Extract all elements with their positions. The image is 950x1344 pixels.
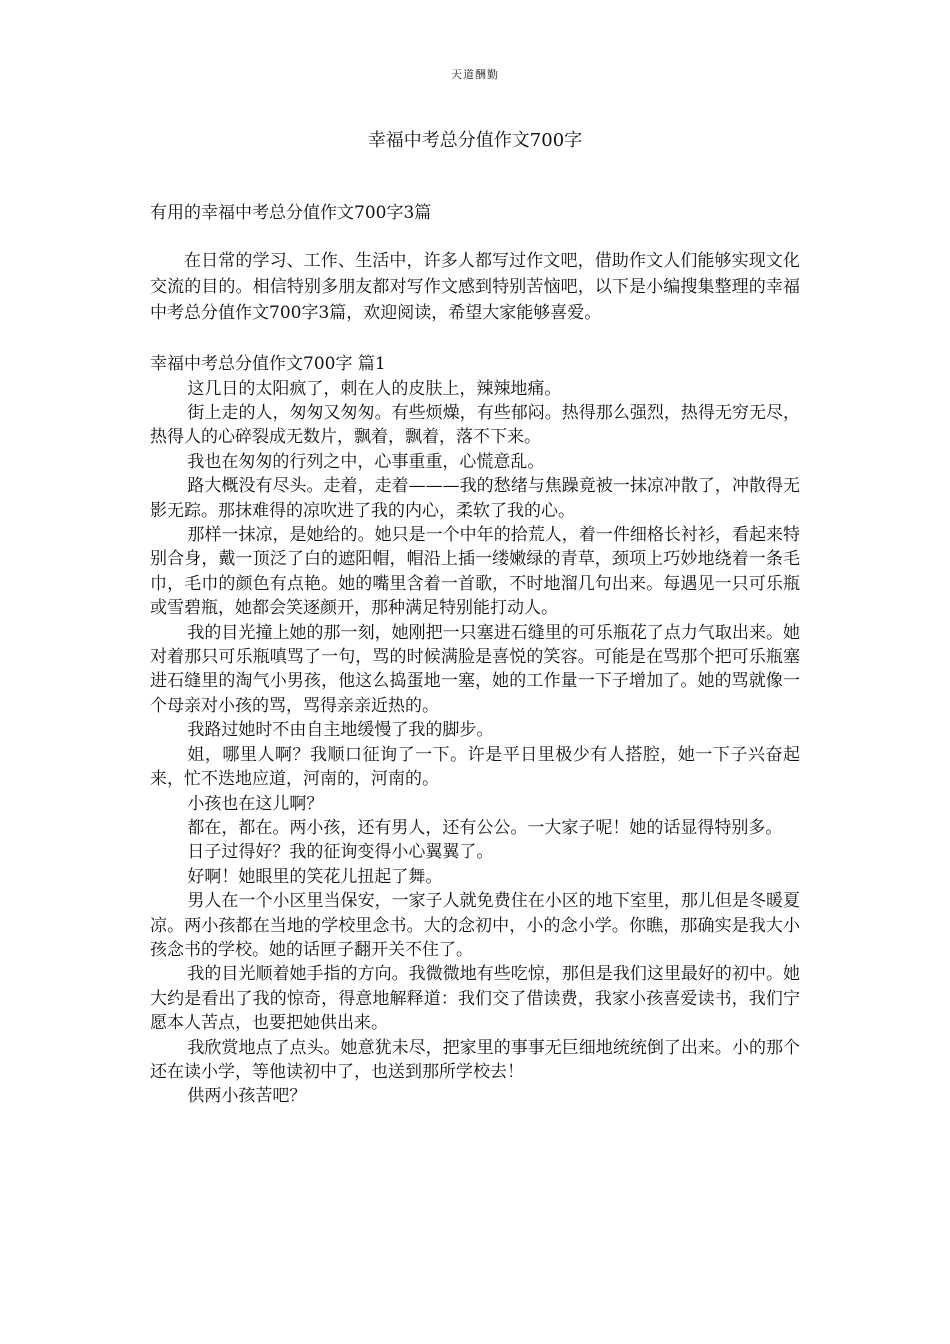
body-paragraph: 男人在一个小区里当保安，一家子人就免费住在小区的地下室里，那儿但是冬暖夏凉。两小孩都在当地的学校里念书。大的念初中，小的念小学。你瞧，那确实是我大小孩念书的学校。她的话匣子翻开关不住了。 (150, 891, 800, 960)
body-paragraph: 街上走的人，匆匆又匆匆。有些烦燥，有些郁闷。热得那么强烈，热得无穷无尽，热得人的心碎裂成无数片，飘着，飘着，落不下来。 (150, 403, 800, 448)
body-paragraph: 路大概没有尽头。走着，走着———我的愁绪与焦躁竟被一抹凉冲散了，冲散得无影无踪。那抹难得的凉吹进了我的内心，柔软了我的心。 (150, 476, 800, 521)
body-paragraph: 我也在匆匆的行列之中，心事重重，心慌意乱。 (187, 451, 545, 472)
body-paragraph: 我欣赏地点了点头。她意犹未尽，把家里的事事无巨细地统统倒了出来。小的那个还在读小学，等他读初中了，也送到那所学校去！ (150, 1037, 800, 1082)
body-paragraph: 我的目光撞上她的那一刻，她刚把一只塞进石缝里的可乐瓶花了点力气取出来。她对着那只可乐瓶嗔骂了一句，骂的时候满脸是喜悦的笑容。可能是在骂那个把可乐瓶塞进石缝里的淘气小男孩，他这么捣蛋地一塞，她的工作量一下子增加了。她的骂就像一个母亲对小孩的骂，骂得亲亲近热的。 (150, 622, 800, 716)
body-paragraph: 小孩也在这儿啊？ (187, 793, 324, 814)
body-paragraph: 这几日的太阳疯了，刺在人的皮肤上，辣辣地痛。 (187, 378, 562, 399)
intro-paragraph: 在日常的学习、工作、生活中，许多人都写过作文吧，借助作文人们能够实现文化交流的目的。相信特别多朋友都对写作文感到特别苦恼吧，以下是小编搜集整理的幸福中考总分值作文700字3篇，欢迎阅读，希望大家能够喜爱。 (150, 251, 800, 324)
body-paragraph: 日子过得好？我的征询变得小心翼翼了。 (187, 842, 494, 863)
body-paragraph: 那样一抹凉，是她给的。她只是一个中年的拾荒人，着一件细格长衬衫，看起来特别合身，戴一顶泛了白的遮阳帽，帽沿上插一缕嫩绿的青草，颈项上巧妙地绕着一条毛巾，毛巾的颜色有点艳。她的嘴里含着一首歌，不时地溜几句出来。每遇见一只可乐瓶或雪碧瓶，她都会笑逐颜开，那种满足特别能打动人。 (150, 525, 800, 619)
page-header: 天道酬勤 (451, 68, 499, 81)
body-paragraph: 供两小孩苦吧？ (187, 1086, 307, 1107)
body-paragraph: 都在，都在。两小孩，还有男人，还有公公。一大家子呢！她的话显得特别多。 (187, 817, 783, 838)
body-paragraph: 好啊！她眼里的笑花儿扭起了舞。 (187, 866, 443, 887)
body-paragraph: 我的目光顺着她手指的方向。我微微地有些吃惊，那但是我们这里最好的初中。她大约是看出了我的惊奇，得意地解释道：我们交了借读费，我家小孩喜爱读书，我们宁愿本人苦点，也要把她供出来。 (150, 964, 800, 1034)
document-title: 幸福中考总分值作文700字 (367, 130, 583, 151)
body-paragraph: 我路过她时不由自主地缓慢了我的脚步。 (187, 720, 494, 741)
body-paragraph: 姐，哪里人啊？我顺口征询了一下。许是平日里极少有人搭腔，她一下子兴奋起来，忙不迭地应道，河南的，河南的。 (150, 744, 800, 790)
document-body (150, 200, 800, 1109)
section-title: 幸福中考总分值作文700字 篇1 (150, 353, 386, 374)
document-subtitle: 有用的幸福中考总分值作文700字3篇 (150, 203, 432, 223)
